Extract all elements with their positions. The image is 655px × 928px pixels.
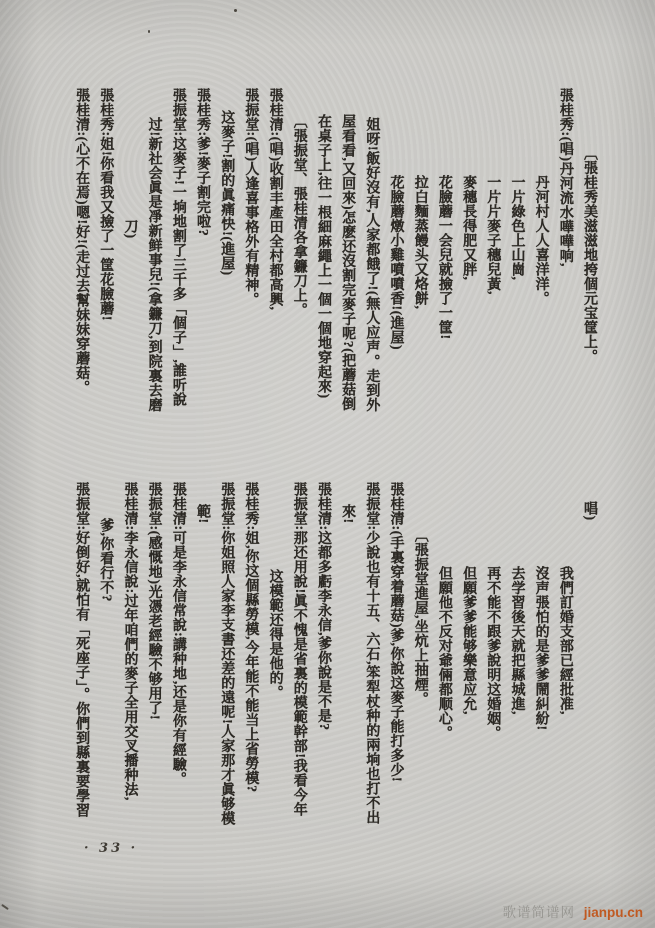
script-column: 这麥子!割的眞痛快!(進屋) [219, 109, 235, 276]
script-column: 在桌子上,往一根細麻繩上一個一個地穿起來) [315, 114, 331, 399]
script-column: 姐呀!飯好沒有,人家都餓了!(無人应声。走到外 [364, 117, 380, 412]
watermark [502, 901, 643, 921]
script-column: 我們訂婚支部已經批准, [557, 566, 573, 716]
script-column: 爹,你看行不? [98, 518, 114, 603]
script-column: 沒声張怕的是爹爹鬧糾紛! [533, 566, 549, 731]
script-column: 張振堂:(唱)人逢喜事格外有精神。 [243, 88, 259, 307]
scan-speck [148, 30, 150, 33]
script-column: 範! [195, 503, 210, 524]
script-column: 張桂清:(唱)收割丰產田全村都高興, [267, 88, 283, 311]
script-column: 張振堂:好倒好,就怕有「死座子」。你們到縣裏要學習 [74, 482, 90, 818]
script-column: 丹河村人人喜洋洋。 [533, 175, 549, 306]
script-column: 張桂秀:(唱)丹河流水嘩嘩响, [557, 88, 573, 267]
script-top-block [67, 88, 599, 460]
watermark-site-name: 歌谱简谱网 [502, 905, 575, 920]
script-column: 再不能不跟爹說明这婚姻。 [485, 566, 501, 741]
script-column: 〔張振堂進屋,坐炕上抽煙。 [412, 528, 428, 707]
script-column: 張桂秀:姐!你看我又撿了一筐花臉蘑! [98, 88, 114, 321]
script-column: 來! [340, 503, 356, 524]
script-column: 这模範还得是他的。 [267, 569, 283, 700]
script-column: 但願他不反对爺倆都顺心。 [436, 566, 452, 741]
script-column: 一片片麥子穗兒黃, [485, 175, 501, 295]
script-column: 〔張桂秀美滋滋地挎個元宝筐上。 [582, 146, 597, 364]
script-column: 花臉蘑一会兒就撿了一筐! [436, 175, 452, 340]
script-column: 唱) [582, 500, 597, 521]
script-column: 去学習後天就把縣城進, [509, 566, 525, 716]
script-column: 过!新社会眞是凈新鲜事兒!(拿鐮刀,到院裏去磨 [146, 117, 162, 412]
script-column: 張桂秀:爹!麥子割完啦? [195, 88, 210, 237]
script-column: 張桂清:李永信說:过年咱們的麥子全用交叉播种法, [122, 482, 138, 801]
script-column: 張桂清:(手裏穿着蘑菇)爹,你說这麥子能打多少! [388, 482, 404, 783]
script-column: 張桂清:这都多虧李永信,爹你說是不是? [315, 482, 331, 731]
script-column: 張桂秀:姐,你这個縣勞模,今年能不能当上省勞模? [243, 482, 259, 793]
script-column: 屋看看,又回來)怎麽还沒割完麥子呢?(把蘑菇倒 [340, 114, 356, 412]
script-column: 張桂清:可是李永信常說:講种地,还是你有經驗。 [170, 482, 186, 787]
script-column: 張振堂:你姐照人家李支書还差的遠呢!人家那才眞够模 [219, 482, 235, 826]
script-column: 〔張振堂、張桂清各拿鐮刀上。 [291, 114, 307, 318]
script-column: 張振堂:那还用說!眞不愧是省裏的模範幹部!我看今年 [291, 482, 307, 817]
script-column: 拉白麵蒸饅头又烙餅, [412, 175, 428, 310]
script-bottom-block [67, 482, 599, 864]
script-column: 但願爹爹能够樂意应允, [461, 566, 477, 716]
script-column: 張振堂:少說也有十五、六石,笨犁杖种的兩垧也打不出 [364, 482, 380, 825]
scan-speck [234, 9, 237, 12]
page-number: · 33 · [84, 841, 139, 856]
script-column: 一片綠色上山崗, [509, 175, 525, 281]
script-column: 刀) [122, 218, 138, 239]
script-column: 麥穗長得肥又胖, [461, 175, 477, 281]
script-column: 張振堂:(感慨地)光憑老經驗不够用了! [146, 482, 162, 721]
script-column: 張桂清:(心不在焉)嗯!好!(走过去幫妹妹穿蘑菇。 [74, 88, 90, 395]
script-column: 花臉蘑燉小雞噴噴香!(進屋) [388, 175, 404, 350]
watermark-site-url: jianpu.cn [583, 905, 643, 920]
script-column: 張振堂:这麥子!一垧地割了三千多「個子」,誰听說 [170, 88, 186, 407]
